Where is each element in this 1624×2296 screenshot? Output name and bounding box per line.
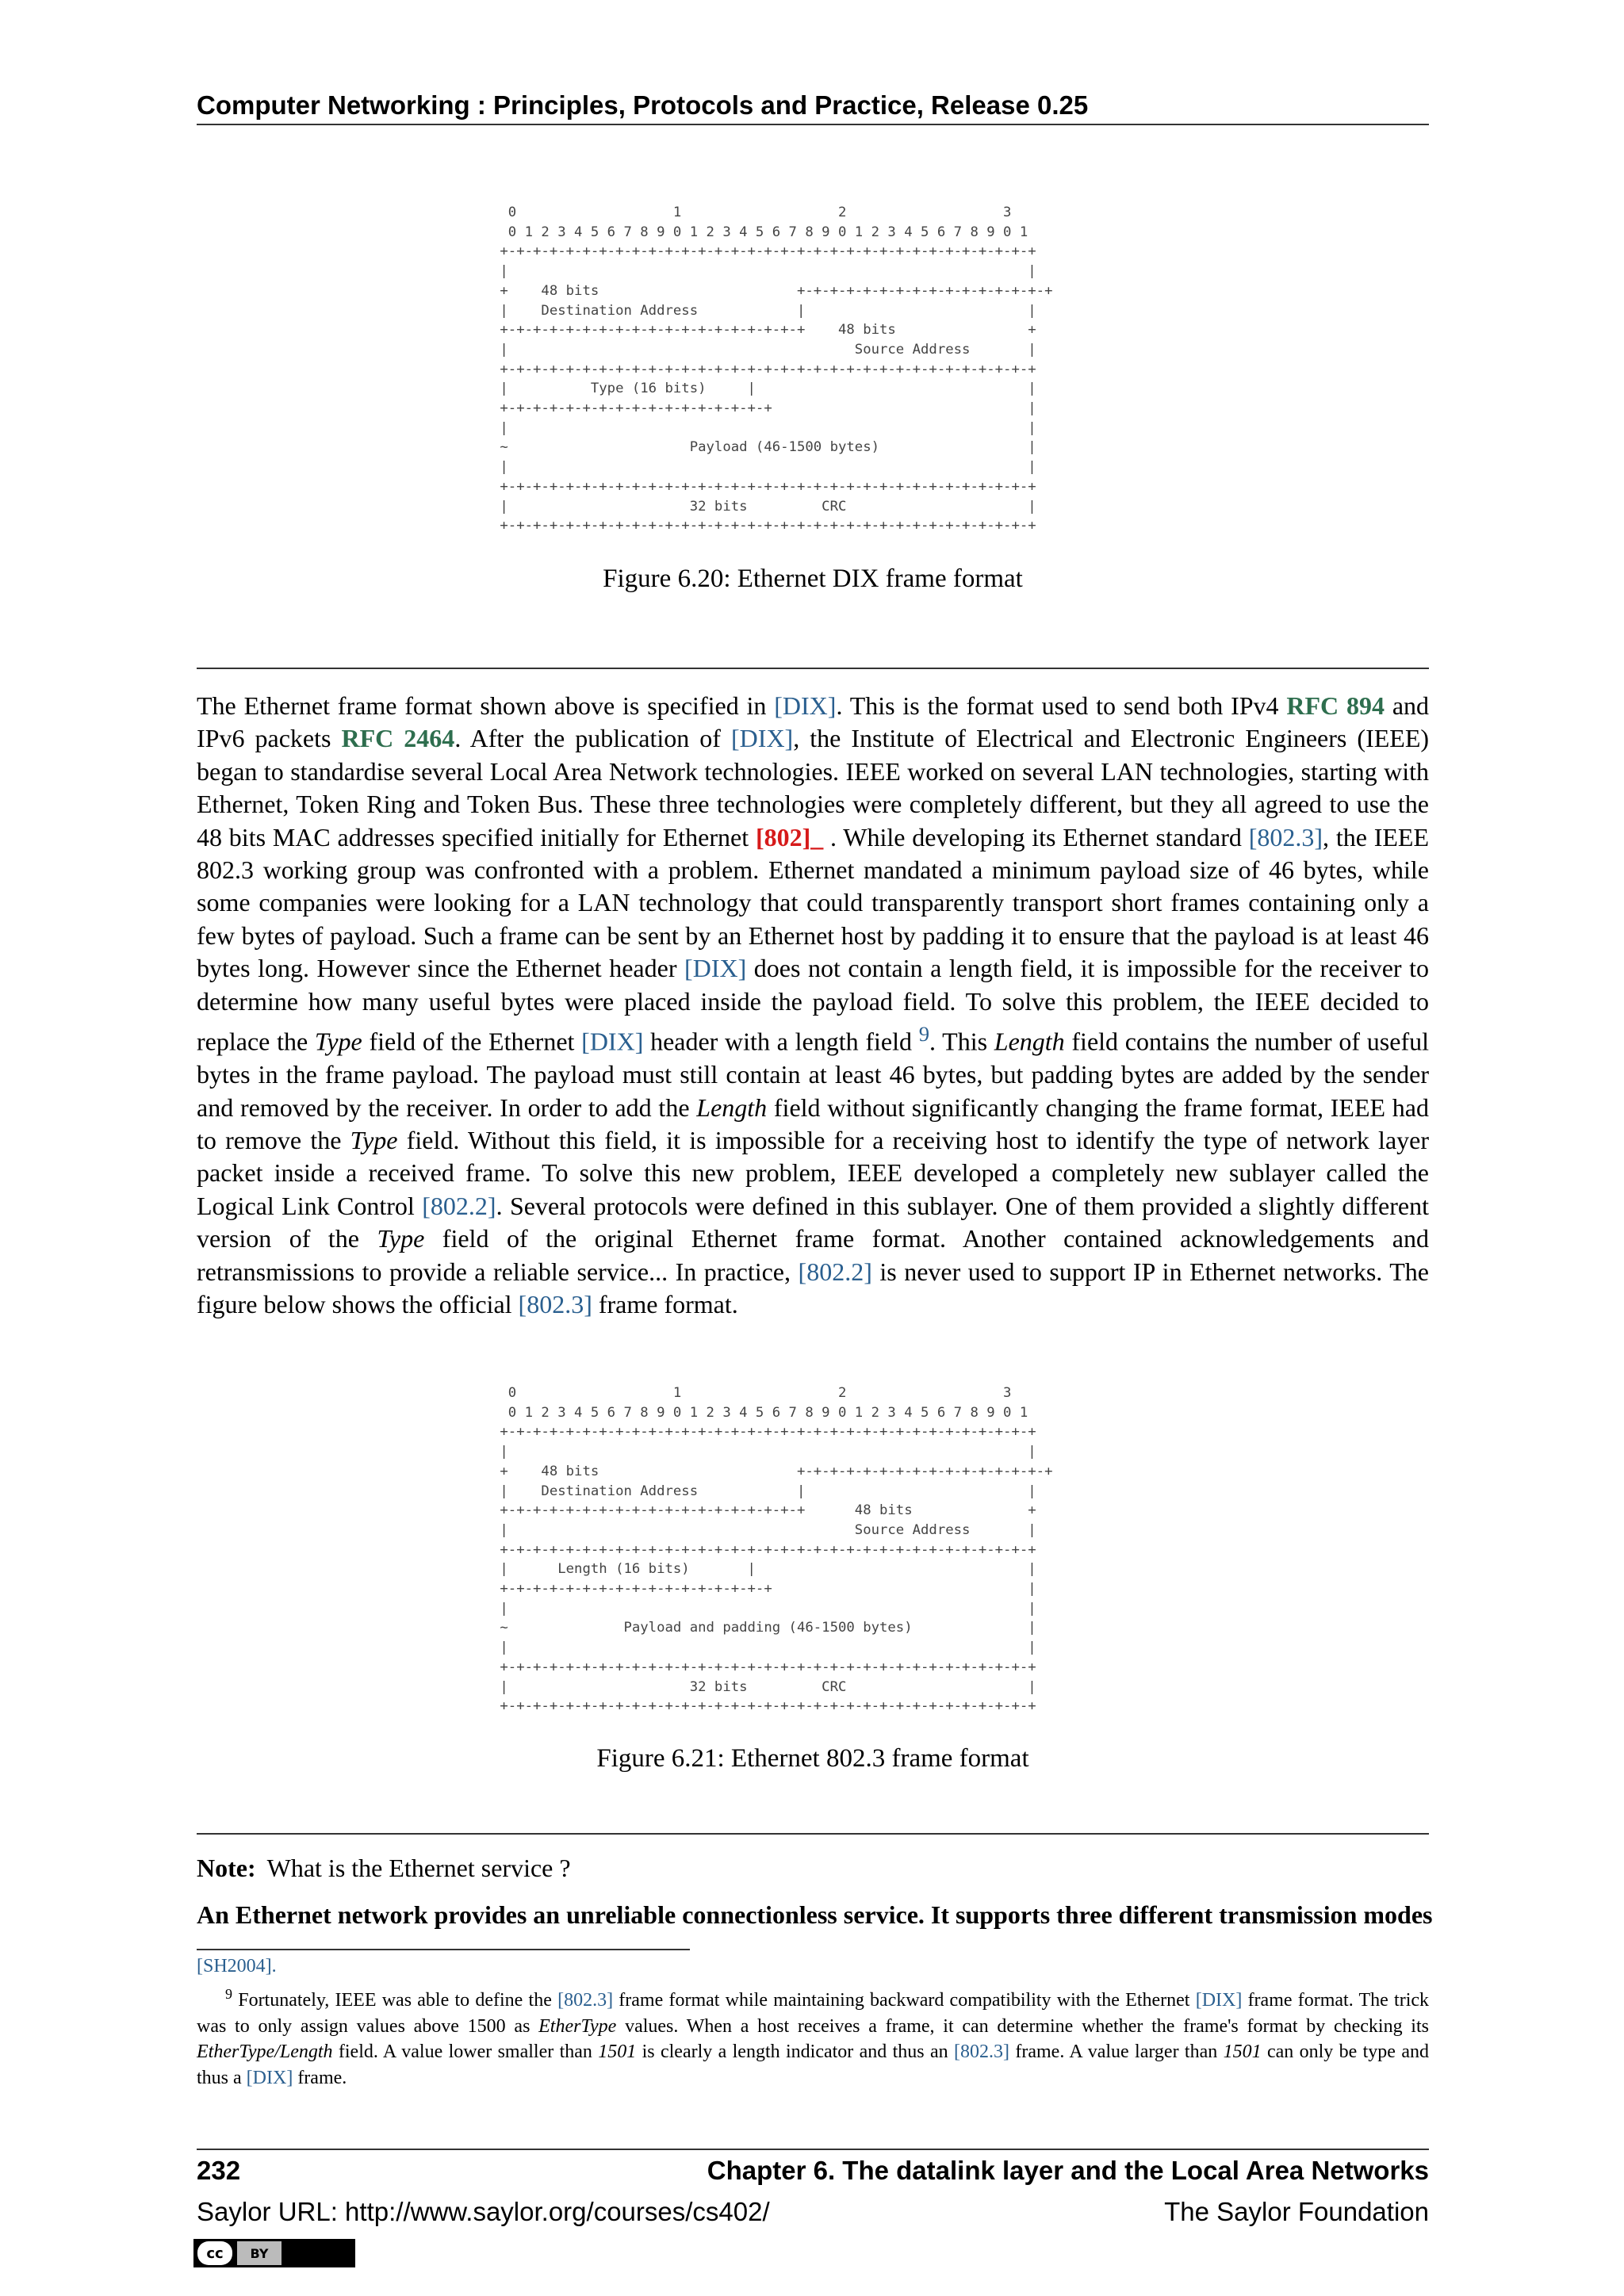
by-icon: BY [237, 2241, 282, 2265]
note [197, 1854, 571, 1883]
running-header: Computer Networking : Principles, Protocols and Practice, Release 0.25 [197, 90, 1429, 125]
chapter-title: Chapter 6. The datalink layer and the Local Area Networks [707, 2156, 1429, 2185]
citation-link[interactable]: [802.3] [557, 1990, 614, 2011]
citation-link[interactable]: [802.2] [798, 1257, 872, 1286]
text-run: . Several protocols were defined in this sublayer. One of them provided a slightly different version of the [197, 1191, 1430, 1253]
text-run: is never used to support IP in Ethernet networks. The figure below shows the official [197, 1257, 1430, 1318]
italic-term: Length [696, 1093, 768, 1122]
text-run: field. Without this field, it is impossible for a receiving host to identify the type of network layer packet inside a received frame. To solve this new problem, IEEE developed a completely new sublayer called the Logical Link Control [197, 1125, 1429, 1220]
section-divider [197, 1833, 1429, 1835]
ethernet-8023-frame-diagram: 0 1 2 3 0 1 2 3 4 5 6 7 8 9 0 1 2 3 4 5 6 7 8 9 0 1 2 3 4 5 6 7 8 9 0 1 +-+-+-+-+-+-+-+-+-+-+-+-+-+-+-+-+-+-+-+-+-+-+-+-+-+-+-+-+-+-+-+-+ | | + 48 bits +-+-+-+-+-+-+-+-+-+-+-+-+-+-+-+ | Destination Address | | +-+-+-+-+-+-+-+-+-+-+-+-+-+-+-+-+-+-+ 48 bits + | Source Address | +-+-+-+-+-+-+-+-+-+-+-+-+-+-+-+-+-+-+-+-+-+-+-+-+-+-+-+-+-+-+-+-+ | Length (16 bits) | | +-+-+-+-+-+-+-+-+-+-+-+-+-+-+-+-+ | | | ~ Payload and padding (46-1500 bytes) | | | +-+-+-+-+-+-+-+-+-+-+-+-+-+-+-+-+-+-+-+-+-+-+-+-+-+-+-+-+-+-+-+-+ | 32 bits CRC | +-+-+-+-+-+-+-+-+-+-+-+-+-+-+-+-+-+-+-+-+-+-+-+-+-+-+-+-+-+-+-+-+ [500, 1385, 1053, 1715]
footnote-divider [197, 1949, 690, 1950]
citation-link[interactable]: [DIX] [581, 1027, 644, 1056]
italic-term: 1501 [598, 2042, 637, 2062]
footnote-marker[interactable]: 9 [918, 1022, 930, 1047]
text-run: does not contain a length field, it is impossible for the receiver to determine how many useful bytes were placed inside the payload field. To solve this problem, the IEEE decided to replace the [197, 954, 1430, 1056]
rfc-link[interactable]: RFC 2464 [341, 724, 455, 753]
text-run: is clearly a length indicator and thus an [636, 2042, 955, 2062]
text-run: . This [929, 1027, 994, 1056]
italic-term: 1501 [1223, 2042, 1262, 2062]
figure-caption: Figure 6.21: Ethernet 802.3 frame format [596, 1744, 1029, 1773]
footnote-carryover-citation[interactable]: [SH2004]. [197, 1956, 277, 1976]
text-run: field contains the number of useful bytes in the frame payload. The payload must still contain at least 46 bytes, but padding bytes are added by the sender and removed by the receiver. In order to add the [197, 1027, 1430, 1122]
text-run: frame format. [592, 1289, 738, 1318]
body-paragraph [197, 690, 1429, 1321]
note-text: What is the Ethernet service ? [266, 1854, 571, 1882]
text-run: header with a length field [643, 1027, 919, 1056]
citation-link[interactable]: [802.3] [1248, 822, 1323, 851]
organization-name: The Saylor Foundation [1164, 2197, 1429, 2226]
text-run: field without significantly changing the frame format, IEEE had to remove the [197, 1093, 1430, 1154]
italic-term: EtherType [538, 2015, 617, 2037]
text-run: frame format. The trick was to only assign values above 1500 as [197, 1990, 1430, 2037]
text-run: . This is the format used to send both IPv4 [836, 691, 1287, 720]
citation-link[interactable]: [DIX] [246, 2067, 293, 2088]
citation-link[interactable]: [DIX] [774, 691, 837, 720]
figure-caption: Figure 6.20: Ethernet DIX frame format [603, 564, 1023, 593]
creative-commons-badge [193, 2239, 355, 2267]
italic-term: EtherType/Length [197, 2042, 333, 2062]
text-run: . After the publication of [454, 724, 732, 753]
text-run: . While developing its Ethernet standard [823, 822, 1249, 851]
cc-icon: cc [197, 2241, 232, 2265]
italic-term: Length [994, 1027, 1065, 1056]
text-run: frame. A value larger than [1009, 2042, 1224, 2062]
text-run: , the Institute of Electrical and Electronic Engineers (IEEE) began to standardise several Local Area Network technologies. IEEE worked on several LAN technologies, starting with Ethernet, Token Ring and Token Bus. These three technologies were completely different, but they all agreed to use the 48 bits MAC addresses specified initially for Ethernet [197, 724, 1430, 851]
citation-link[interactable]: [802.2] [422, 1191, 496, 1220]
text-run: field of the Ethernet [362, 1027, 582, 1056]
footnote-9 [197, 1981, 1429, 2091]
broken-citation: [802]_ [755, 822, 824, 851]
text-run: Fortunately, IEEE was able to define the [232, 1990, 558, 2011]
text-run: field of the original Ethernet frame format. Another contained acknowledgements and retransmissions to provide a reliable service... In practice, [197, 1224, 1430, 1286]
text-run: frame. [293, 2067, 347, 2088]
note-bold-line: An Ethernet network provides an unreliable connectionless service. It supports three different transmission modes [197, 1900, 1433, 1929]
citation-link[interactable]: [802.3] [518, 1289, 592, 1318]
text-run: , the IEEE 802.3 working group was confronted with a problem. Ethernet mandated a minimum payload size of 46 bytes, while some companies were looking for a LAN technology that could transparently transport short frames containing only a few bytes of payload. Such a frame can be sent by an Ethernet host by padding it to ensure that the payload is at least 46 bytes long. However since the Ethernet header [197, 822, 1430, 983]
italic-term: Type [314, 1027, 362, 1056]
citation-link[interactable]: [DIX] [731, 724, 794, 753]
italic-term: Type [350, 1125, 398, 1154]
rfc-link[interactable]: RFC 894 [1286, 691, 1385, 720]
ethernet-dix-frame-diagram: 0 1 2 3 0 1 2 3 4 5 6 7 8 9 0 1 2 3 4 5 6 7 8 9 0 1 2 3 4 5 6 7 8 9 0 1 +-+-+-+-+-+-+-+-+-+-+-+-+-+-+-+-+-+-+-+-+-+-+-+-+-+-+-+-+-+-+-+-+ | | + 48 bits +-+-+-+-+-+-+-+-+-+-+-+-+-+-+-+ | Destination Address | | +-+-+-+-+-+-+-+-+-+-+-+-+-+-+-+-+-+-+ 48 bits + | Source Address | +-+-+-+-+-+-+-+-+-+-+-+-+-+-+-+-+-+-+-+-+-+-+-+-+-+-+-+-+-+-+-+-+ | Type (16 bits) | | +-+-+-+-+-+-+-+-+-+-+-+-+-+-+-+-+ | | | ~ Payload (46-1500 bytes) | | | +-+-+-+-+-+-+-+-+-+-+-+-+-+-+-+-+-+-+-+-+-+-+-+-+-+-+-+-+-+-+-+-+ | 32 bits CRC | +-+-+-+-+-+-+-+-+-+-+-+-+-+-+-+-+-+-+-+-+-+-+-+-+-+-+-+-+-+-+-+-+ [500, 205, 1053, 534]
citation-link[interactable]: [DIX] [1195, 1990, 1243, 2011]
citation-link[interactable]: [802.3] [954, 2042, 1009, 2062]
italic-term: Type [377, 1224, 425, 1253]
source-url: Saylor URL: http://www.saylor.org/courses/cs402/ [197, 2197, 770, 2226]
footnote-number: 9 [225, 1986, 232, 2002]
section-divider [197, 668, 1429, 669]
text-run: values. When a host receives a frame, it can determine whether the frame's format by checking its [616, 2015, 1429, 2037]
text-run: frame format while maintaining backward compatibility with the Ethernet [613, 1990, 1196, 2011]
text-run: field. A value lower smaller than [332, 2042, 599, 2062]
note-label: Note: [197, 1854, 256, 1882]
text-run: can only be type and thus a [197, 2042, 1429, 2088]
footer-divider [197, 2149, 1429, 2150]
citation-link[interactable]: [DIX] [684, 954, 747, 983]
text-run: The Ethernet frame format shown above is specified in [197, 691, 775, 720]
text-run: and IPv6 packets [197, 691, 1430, 753]
page-number: 232 [197, 2156, 241, 2185]
